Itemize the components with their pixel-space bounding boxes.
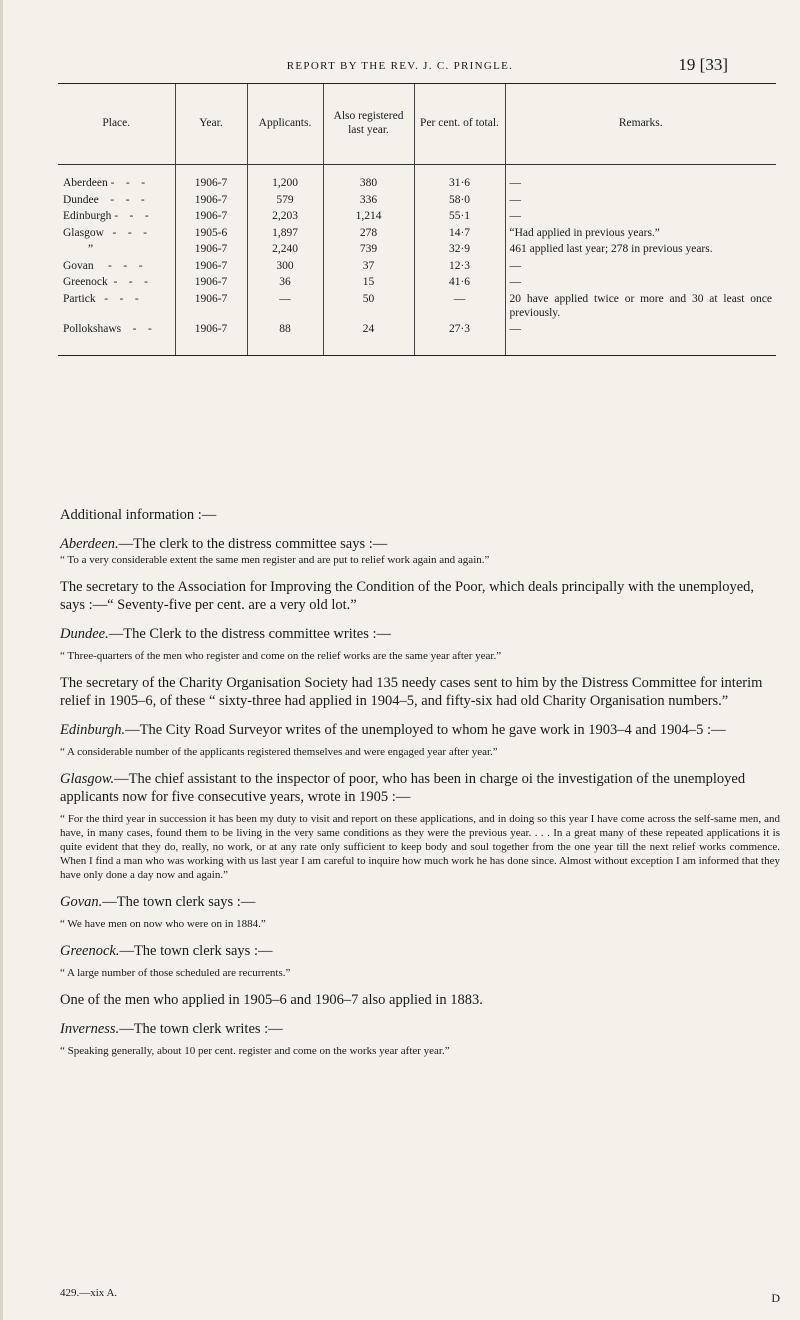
- cell-applicants: 36: [247, 273, 323, 290]
- inverness-intro: —The town clerk writes :—: [119, 1021, 283, 1037]
- aberdeen-secretary: The secretary to the Association for Improving the Condition of the Poor, which deals principally with the unemployed, says :—“ Seventy-five per cent. are a very old lot.”: [60, 579, 755, 613]
- cell-year: 1906-7: [175, 320, 247, 355]
- cell-place: Greenock - - -: [63, 276, 148, 289]
- table-row: [58, 257, 776, 274]
- glasgow-intro: —The chief assistant to the inspector of poor, who has been in charge oi the investigation of the unemployed applicants now for five consecutive years, wrote in 1905 :—: [60, 771, 746, 805]
- page-number: 19 [33]: [678, 55, 728, 74]
- cell-applicants: 2,240: [247, 240, 323, 257]
- table-row: [58, 207, 776, 224]
- aberdeen-paragraph: [60, 535, 780, 553]
- inverness-heading: Inverness.: [60, 1021, 120, 1037]
- cell-remarks: 20 have applied twice or more and 30 at least once previously.: [505, 290, 776, 320]
- header-registered: Also registered last year.: [323, 84, 414, 165]
- cell-percent: 32·9: [414, 240, 505, 257]
- glasgow-heading: Glasgow.: [60, 771, 115, 787]
- cell-percent: 14·7: [414, 224, 505, 241]
- edinburgh-heading: Edinburgh.: [60, 722, 126, 738]
- cell-remarks: —: [505, 273, 776, 290]
- cell-year: 1906-7: [175, 240, 247, 257]
- dundee-intro: —The Clerk to the distress committee writes :—: [108, 626, 392, 642]
- cell-percent: 12·3: [414, 257, 505, 274]
- cell-year: 1906-7: [175, 207, 247, 224]
- cell-year: 1906-7: [175, 257, 247, 274]
- cell-place: Glasgow - - -: [63, 226, 147, 239]
- cell-applicants: 88: [247, 320, 323, 355]
- glasgow-quote: “ For the third year in succession it has been my duty to visit and report on these applications, and in doing so this year I have come across the self-same men, and have, in many cases, found them to be living in the very same conditions as they were the previous year. . . . In a great many of these repeated applications it is quite evident that they do, really, no work, or at any rate only sufficient to keep body and soul together from the one year till the next relief works commence. When I find a man who was working with us last year I am careful to inquire how much work he has done since. Almost without exception I am informed that they have only done a day now and again.”: [60, 813, 780, 881]
- edinburgh-intro: —The City Road Surveyor writes of the unemployed to whom he gave work in 1903–4 and 1904–5 :—: [125, 722, 726, 738]
- recurrence-table: [58, 83, 776, 356]
- greenock-intro: —The town clerk says :—: [119, 943, 273, 959]
- cell-percent: 58·0: [414, 191, 505, 208]
- cell-place: Dundee - - -: [63, 193, 145, 206]
- cell-percent: 41·6: [414, 273, 505, 290]
- cell-applicants: 579: [247, 191, 323, 208]
- cell-year: 1905-6: [175, 224, 247, 241]
- govan-heading: Govan.: [60, 894, 103, 910]
- table-row: [58, 165, 776, 191]
- govan-quote: “ We have men on now who were on in 1884.”: [60, 918, 266, 930]
- cell-applicants: —: [247, 290, 323, 320]
- inverness-paragraph: [60, 1020, 780, 1038]
- table-row: [58, 320, 776, 355]
- header-percent: Per cent. of total.: [414, 84, 505, 165]
- print-code: 429.—xix A.: [60, 1287, 118, 1299]
- cell-registered: 15: [323, 273, 414, 290]
- cell-place: Edinburgh - - -: [63, 210, 149, 223]
- govan-paragraph: [60, 893, 780, 911]
- header-year: Year.: [175, 84, 247, 165]
- cell-percent: 31·6: [414, 165, 505, 191]
- aberdeen-quote: “ To a very considerable extent the same men register and are put to relief work again and again.”: [60, 554, 490, 566]
- table-row: [58, 273, 776, 290]
- additional-heading: Additional information :—: [60, 507, 217, 523]
- cell-percent: 27·3: [414, 320, 505, 355]
- inverness-quote: “ Speaking generally, about 10 per cent. register and come on the works year after year.”: [60, 1045, 450, 1057]
- running-head: REPORT BY THE REV. J. C. PRINGLE.: [286, 60, 514, 72]
- body-text: [60, 506, 780, 1058]
- edinburgh-paragraph: [60, 721, 780, 739]
- cell-registered: 739: [323, 240, 414, 257]
- cell-remarks: —: [505, 207, 776, 224]
- cell-remarks: “Had applied in previous years.”: [505, 224, 776, 241]
- glasgow-paragraph: [60, 770, 780, 806]
- cell-year: 1906-7: [175, 191, 247, 208]
- cell-remarks: —: [505, 320, 776, 355]
- greenock-quote: “ A large number of those scheduled are recurrents.”: [60, 967, 291, 979]
- aberdeen-heading: Aberdeen.: [60, 536, 119, 552]
- header-remarks: Remarks.: [505, 84, 776, 165]
- cell-place: Partick - - -: [63, 292, 139, 305]
- aberdeen-intro: —The clerk to the distress committee says :—: [118, 536, 388, 552]
- greenock-paragraph: [60, 942, 780, 960]
- signature-letter: D: [771, 1291, 780, 1305]
- cell-registered: 37: [323, 257, 414, 274]
- cell-applicants: 300: [247, 257, 323, 274]
- cell-place-ditto: ”: [88, 243, 94, 256]
- dundee-secretary: The secretary of the Charity Organisation Society had 135 needy cases sent to him by the Distress Committee for interim relief in 1905–6, of these “ sixty-three had applied in 1904–5, and fifty-six had old Charity Organisation numbers.”: [60, 675, 763, 709]
- cell-place: Govan - - -: [63, 259, 143, 272]
- page-footer: [60, 1287, 780, 1305]
- header-place: Place.: [58, 84, 175, 165]
- cell-year: 1906-7: [175, 273, 247, 290]
- cell-applicants: 2,203: [247, 207, 323, 224]
- cell-place: Pollokshaws - -: [58, 320, 175, 355]
- cell-year: 1906-7: [175, 165, 247, 191]
- header-applicants: Applicants.: [247, 84, 323, 165]
- table-row: [58, 290, 776, 320]
- cell-remarks: —: [505, 191, 776, 208]
- dundee-quote: “ Three-quarters of the men who register and come on the relief works are the same year after year.”: [60, 650, 502, 662]
- cell-remarks: 461 applied last year; 278 in previous years.: [505, 240, 776, 257]
- page-edge-shadow: [0, 0, 3, 1320]
- dundee-paragraph: [60, 625, 780, 643]
- greenock-extra: One of the men who applied in 1905–6 and 1906–7 also applied in 1883.: [60, 992, 483, 1008]
- table-row: [58, 224, 776, 241]
- table-header-row: [58, 84, 776, 165]
- edinburgh-quote: “ A considerable number of the applicants registered themselves and were engaged year after year.”: [60, 746, 498, 758]
- govan-intro: —The town clerk says :—: [102, 894, 256, 910]
- cell-registered: 24: [323, 320, 414, 355]
- cell-percent: 55·1: [414, 207, 505, 224]
- table-row: [58, 240, 776, 257]
- cell-remarks: —: [505, 165, 776, 191]
- table-row: [58, 191, 776, 208]
- cell-registered: 336: [323, 191, 414, 208]
- cell-place: Aberdeen - - -: [63, 177, 146, 189]
- dundee-heading: Dundee.: [60, 626, 109, 642]
- cell-registered: 1,214: [323, 207, 414, 224]
- cell-percent: —: [414, 290, 505, 320]
- cell-applicants: 1,200: [247, 165, 323, 191]
- cell-registered: 278: [323, 224, 414, 241]
- cell-remarks: —: [505, 257, 776, 274]
- cell-registered: 50: [323, 290, 414, 320]
- greenock-heading: Greenock.: [60, 943, 120, 959]
- cell-registered: 380: [323, 165, 414, 191]
- cell-year: 1906-7: [175, 290, 247, 320]
- cell-applicants: 1,897: [247, 224, 323, 241]
